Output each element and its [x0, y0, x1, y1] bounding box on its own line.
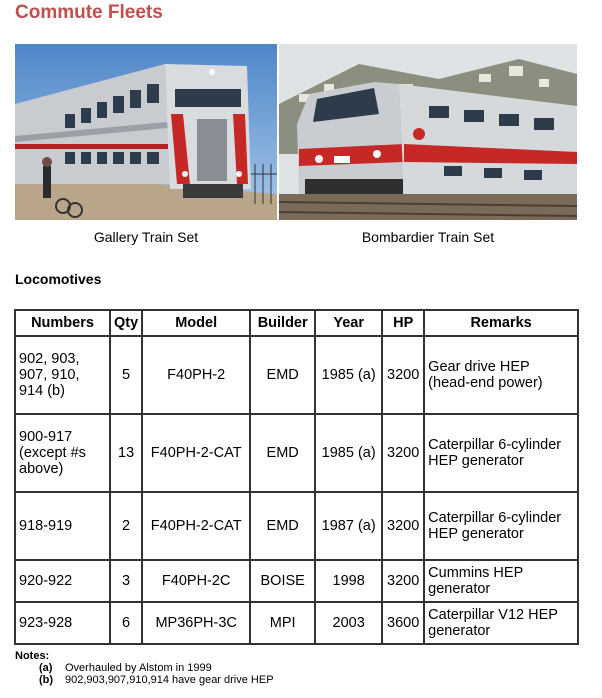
note-text: 902,903,907,910,914 have gear drive HEP: [65, 674, 274, 686]
table-row: [15, 602, 578, 644]
note-key: (b): [39, 674, 54, 686]
col-year: Year: [315, 310, 382, 336]
cell-builder: MPI: [250, 602, 315, 644]
cell-remarks: Caterpillar 6-cylinder HEP generator: [424, 492, 578, 560]
table-row: [15, 336, 578, 414]
cell-qty: 3: [110, 560, 142, 602]
cell-hp: 3200: [382, 414, 424, 492]
bombardier-caption: Bombardier Train Set: [361, 229, 495, 245]
cell-numbers: 920-922: [15, 560, 110, 602]
cell-numbers: 902, 903, 907, 910, 914 (b): [15, 336, 110, 414]
cell-qty: 5: [110, 336, 142, 414]
cell-qty: 2: [110, 492, 142, 560]
cell-numbers: 918-919: [15, 492, 110, 560]
cell-year: 2003: [315, 602, 382, 644]
bombardier-train-photo: [279, 44, 577, 220]
page-title: Commute Fleets: [15, 2, 163, 23]
cell-year: 1985 (a): [315, 336, 382, 414]
col-remarks: Remarks: [424, 310, 578, 336]
table-row: [15, 492, 578, 560]
note-a: [39, 662, 274, 674]
table-header-row: [15, 310, 578, 336]
cell-hp: 3200: [382, 336, 424, 414]
locomotives-heading: Locomotives: [15, 271, 102, 287]
col-model: Model: [142, 310, 250, 336]
cell-remarks: Cummins HEP generator: [424, 560, 578, 602]
cell-qty: 6: [110, 602, 142, 644]
cell-model: F40PH-2-CAT: [142, 492, 250, 560]
cell-remarks: Caterpillar V12 HEP generator: [424, 602, 578, 644]
gallery-train-photo: [15, 44, 277, 220]
cell-model: F40PH-2: [142, 336, 250, 414]
note-b: [39, 674, 274, 686]
cell-numbers: 900-917 (except #s above): [15, 414, 110, 492]
cell-model: MP36PH-3C: [142, 602, 250, 644]
cell-remarks: Gear drive HEP (head-end power): [424, 336, 578, 414]
gallery-caption: Gallery Train Set: [93, 229, 199, 245]
cell-year: 1998: [315, 560, 382, 602]
notes-heading: Notes:: [15, 650, 50, 662]
col-hp: HP: [382, 310, 424, 336]
col-qty: Qty: [110, 310, 142, 336]
cell-hp: 3600: [382, 602, 424, 644]
cell-qty: 13: [110, 414, 142, 492]
cell-numbers: 923-928: [15, 602, 110, 644]
cell-model: F40PH-2-CAT: [142, 414, 250, 492]
cell-builder: EMD: [250, 492, 315, 560]
cell-year: 1985 (a): [315, 414, 382, 492]
cell-builder: EMD: [250, 414, 315, 492]
cell-hp: 3200: [382, 560, 424, 602]
table-row: [15, 560, 578, 602]
cell-remarks: Caterpillar 6-cylinder HEP generator: [424, 414, 578, 492]
cell-model: F40PH-2C: [142, 560, 250, 602]
col-builder: Builder: [250, 310, 315, 336]
locomotives-table: [14, 309, 579, 645]
cell-year: 1987 (a): [315, 492, 382, 560]
note-text: Overhauled by Alstom in 1999: [65, 662, 212, 674]
col-numbers: Numbers: [15, 310, 110, 336]
cell-hp: 3200: [382, 492, 424, 560]
cell-builder: EMD: [250, 336, 315, 414]
notes: [15, 650, 274, 686]
table-row: [15, 414, 578, 492]
cell-builder: BOISE: [250, 560, 315, 602]
note-key: (a): [39, 662, 53, 674]
